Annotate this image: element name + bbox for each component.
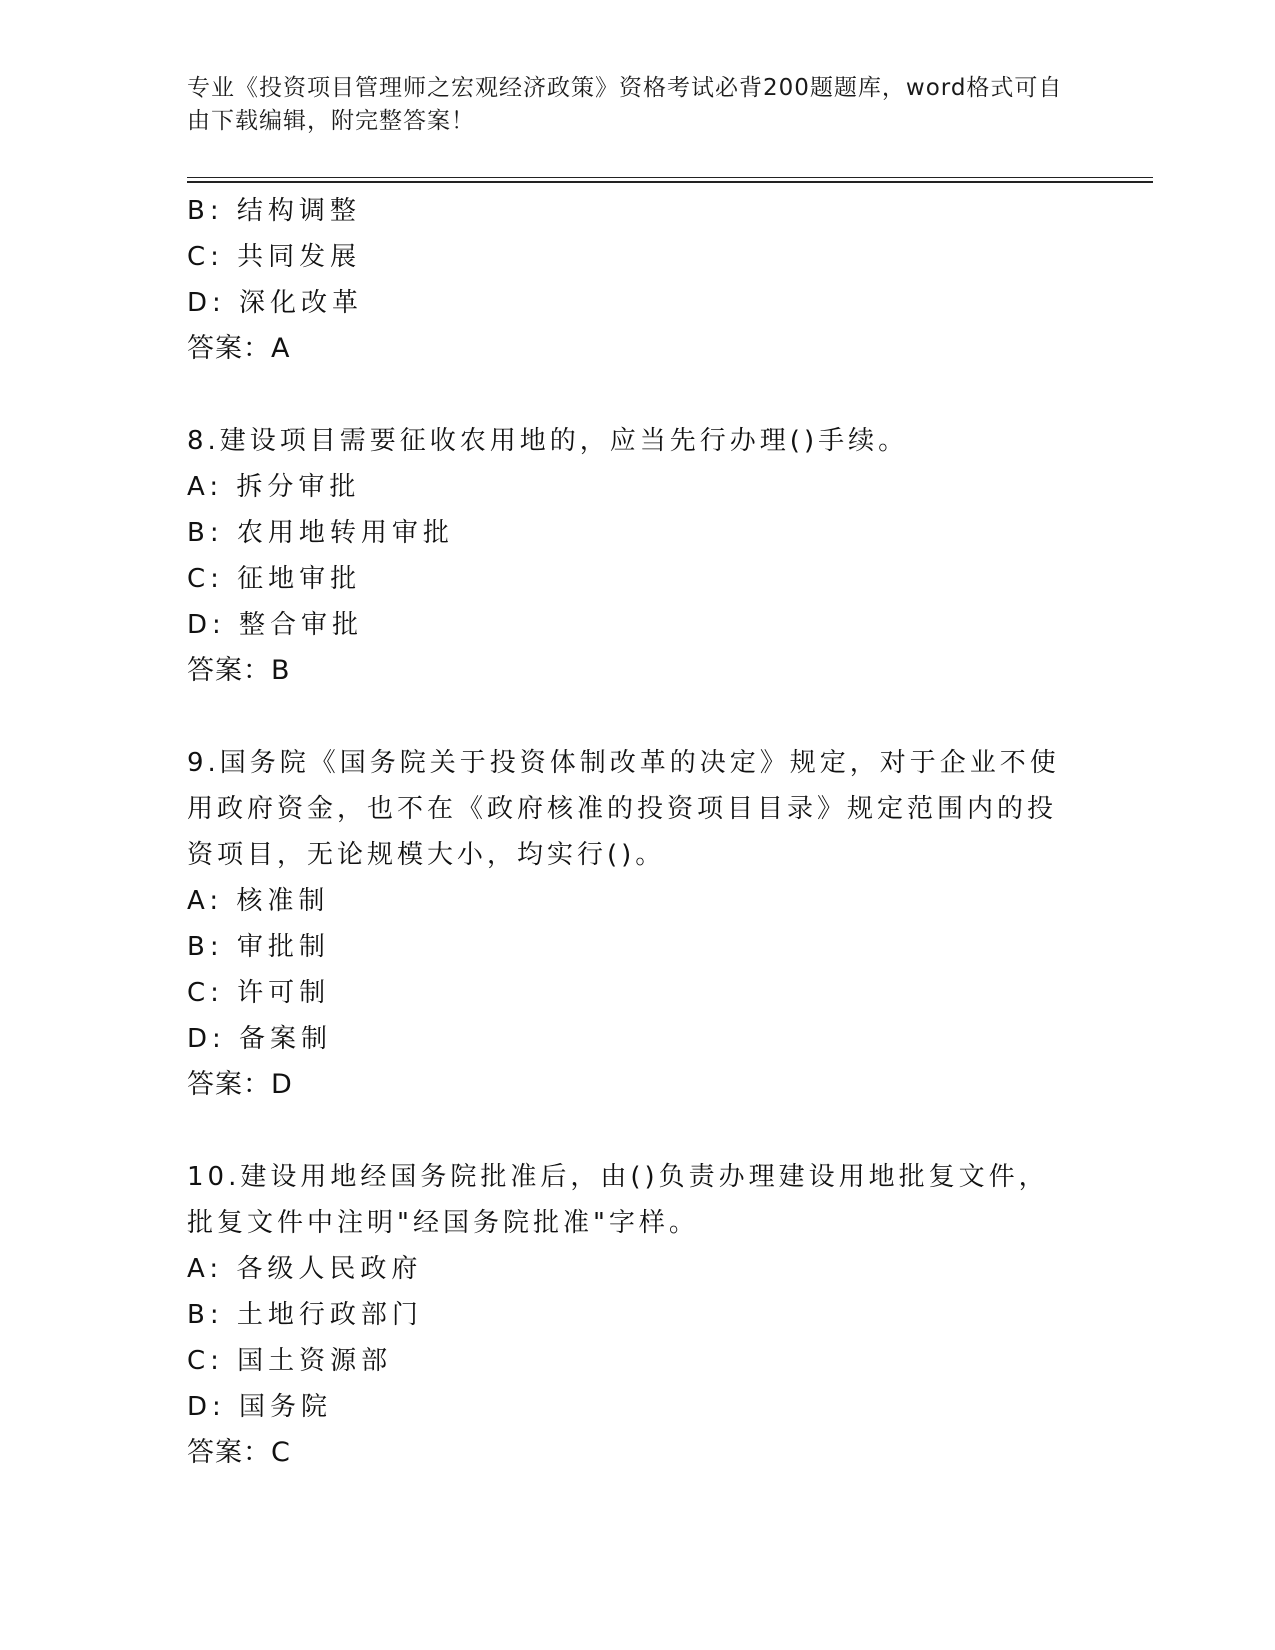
option-c: C: 国土资源部: [187, 1346, 393, 1376]
option-a: A: 拆分审批: [187, 472, 361, 502]
option-c: C: 征地审批: [187, 564, 362, 594]
answer-line: 答案：C: [187, 1437, 291, 1468]
spacer: [187, 372, 1067, 418]
option-a: A: 各级人民政府: [187, 1254, 423, 1284]
answer-line: 答案：A: [187, 333, 291, 364]
answer-line: 答案：D: [187, 1069, 293, 1100]
header-divider-thin: [187, 177, 1153, 178]
question-block-10: [187, 1154, 1067, 1476]
question-list: [187, 188, 1067, 1476]
option-b: B: 结构调整: [187, 196, 361, 226]
option-d: D: 备案制: [187, 1024, 333, 1054]
spacer: [187, 1108, 1067, 1154]
option-d: D: 整合审批: [187, 610, 364, 640]
option-c: C: 许可制: [187, 978, 331, 1008]
question-stem: 9.国务院《国务院关于投资体制改革的决定》规定，对于企业不使用政府资金，也不在《政府核准的投资项目目录》规定范围内的投资项目，无论规模大小，均实行()。: [187, 748, 1060, 870]
header-divider-thick: [187, 181, 1153, 183]
option-b: B: 农用地转用审批: [187, 518, 454, 548]
spacer: [187, 694, 1067, 740]
option-d: D: 深化改革: [187, 288, 364, 318]
option-d: D: 国务院: [187, 1392, 333, 1422]
question-stem: 10.建设用地经国务院批准后，由()负责办理建设用地批复文件，批复文件中注明"经国务院批准"字样。: [187, 1162, 1049, 1238]
answer-line: 答案：B: [187, 655, 291, 686]
option-c: C: 共同发展: [187, 242, 362, 272]
question-block-9: [187, 740, 1067, 1108]
document-header: 专业《投资项目管理师之宏观经济政策》资格考试必背200题题库，word格式可自由下载编辑，附完整答案！: [187, 75, 1063, 134]
option-b: B: 土地行政部门: [187, 1300, 423, 1330]
option-a: A: 核准制: [187, 886, 330, 916]
option-b: B: 审批制: [187, 932, 330, 962]
question-stem: 8.建设项目需要征收农用地的，应当先行办理()手续。: [187, 426, 909, 456]
question-block-7-partial: [187, 188, 1067, 372]
question-block-8: [187, 418, 1067, 694]
